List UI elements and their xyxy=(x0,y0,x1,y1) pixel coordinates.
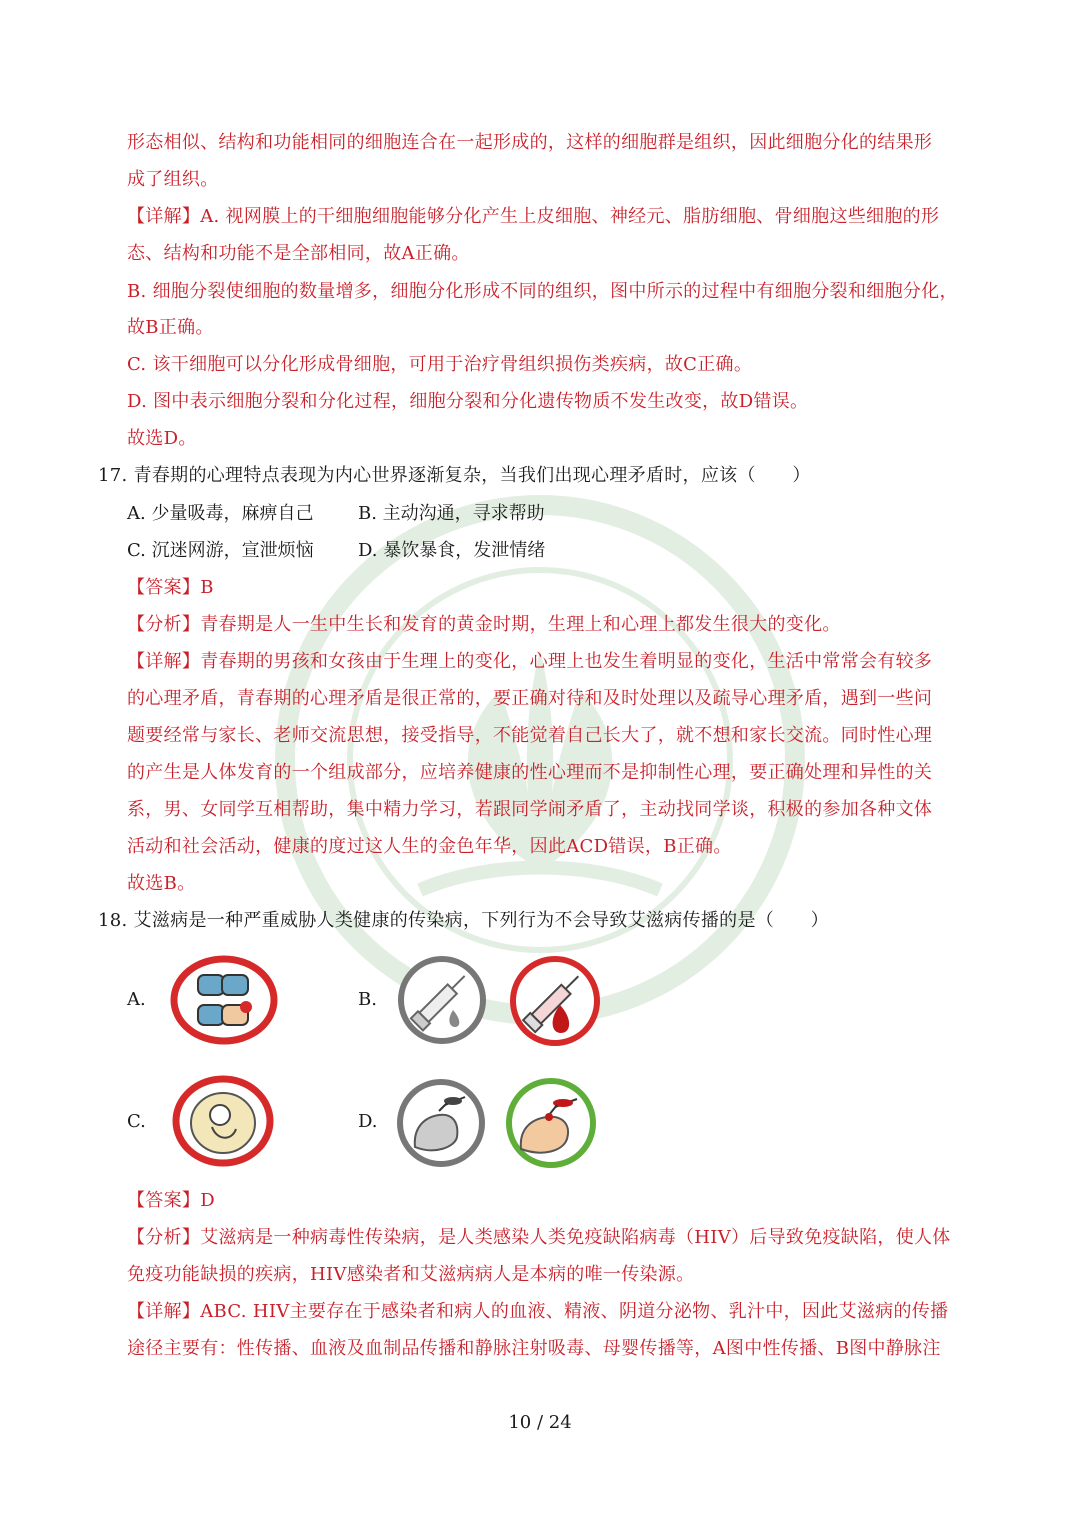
analysis-line xyxy=(127,1226,951,1250)
answer-value: B xyxy=(200,577,214,598)
analysis-tag: 【分析】 xyxy=(127,1227,201,1248)
text-line: 系，男、女同学互相帮助，集中精力学习，若跟同学闹矛盾了，主动找同学谈，积极的参加各种文体 xyxy=(127,799,933,820)
conclusion: 故选D。 xyxy=(127,428,197,449)
text-line: 的产生是人体发育的一个组成部分，应培养健康的性心理而不是抑制性心理，要正确处理和异性的关 xyxy=(127,762,933,783)
detail-line xyxy=(127,205,939,229)
detail-tag: 【详解】 xyxy=(127,206,201,227)
text-line: 免疫功能缺损的疾病，HIV感染者和艾滋病病人是本病的唯一传染源。 xyxy=(127,1264,695,1285)
analysis-text: 艾滋病是一种病毒性传染病，是人类感染人类免疫缺陷病毒（HIV）后导致免疫缺陷，使人体 xyxy=(200,1227,951,1248)
analysis-line xyxy=(127,613,841,637)
option-a: A. 少量吸毒，麻痹自己 xyxy=(127,503,314,524)
option-c: C. 沉迷网游，宣泄烦恼 xyxy=(127,540,314,561)
question-18: 18. 艾滋病是一种严重威胁人类健康的传染病，下列行为不会导致艾滋病传播的是（ ） xyxy=(98,910,829,931)
detail-tag: 【详解】 xyxy=(127,1301,201,1322)
detail-line xyxy=(127,650,932,674)
page-number: 10 / 24 xyxy=(508,1412,572,1433)
couple-icon xyxy=(170,955,278,1045)
analysis-text: 青春期是人一生中生长和发育的黄金时期，生理上和心理上都发生很大的变化。 xyxy=(200,614,841,635)
answer-value: D xyxy=(200,1190,215,1211)
answer-line xyxy=(127,576,214,600)
option-a-label: A. xyxy=(127,989,146,1010)
mosquito-green-icon xyxy=(503,1077,599,1169)
option-c-label: C. xyxy=(127,1111,146,1132)
detail-text: 青春期的男孩和女孩由于生理上的变化，心理上也发生着明显的变化，生活中常常会有较多 xyxy=(200,651,933,672)
detail-text: A. 视网膜上的干细胞细胞能够分化产生上皮细胞、神经元、脂肪细胞、骨细胞这些细胞的形 xyxy=(200,206,940,227)
text-line: 形态相似、结构和功能相同的细胞连合在一起形成的，这样的细胞群是组织，因此细胞分化的结果形 xyxy=(127,132,933,153)
analysis-tag: 【分析】 xyxy=(127,614,201,635)
answer-tag: 【答案】 xyxy=(127,577,201,598)
text-line: B. 细胞分裂使细胞的数量增多，细胞分化形成不同的组织，图中所示的过程中有细胞分裂和细胞分化， xyxy=(127,281,958,302)
text-line: 故B正确。 xyxy=(127,317,214,338)
mosquito-gray-icon xyxy=(395,1077,487,1169)
option-b-label: B. xyxy=(358,989,377,1010)
text-line: 态、结构和功能不是全部相同，故A正确。 xyxy=(127,243,470,264)
syringe-gray-icon xyxy=(395,955,490,1045)
watermark-seal xyxy=(270,490,810,1030)
detail-tag: 【详解】 xyxy=(127,651,201,672)
mother-baby-icon xyxy=(172,1075,274,1167)
text-line: 活动和社会活动，健康的度过这人生的金色年华，因此ACD错误，B正确。 xyxy=(127,836,732,857)
question-17: 17. 青春期的心理特点表现为内心世界逐渐复杂，当我们出现心理矛盾时，应该（ ） xyxy=(98,465,811,486)
conclusion: 故选B。 xyxy=(127,873,196,894)
option-d: D. 暴饮暴食，发泄情绪 xyxy=(358,540,546,561)
text-line: C. 该干细胞可以分化形成骨细胞，可用于治疗骨组织损伤类疾病，故C正确。 xyxy=(127,354,753,375)
answer-tag: 【答案】 xyxy=(127,1190,201,1211)
syringe-red-icon xyxy=(505,955,605,1047)
text-line: 途径主要有：性传播、血液及血制品传播和静脉注射吸毒、母婴传播等，A图中性传播、B图中静脉注 xyxy=(127,1338,941,1359)
answer-line xyxy=(127,1189,215,1213)
detail-text: ABC. HIV主要存在于感染者和病人的血液、精液、阴道分泌物、乳汁中，因此艾滋病的传播 xyxy=(200,1301,949,1322)
text-line: D. 图中表示细胞分裂和分化过程，细胞分裂和分化遗传物质不发生改变，故D错误。 xyxy=(127,391,809,412)
option-b: B. 主动沟通，寻求帮助 xyxy=(358,503,545,524)
detail-line xyxy=(127,1300,948,1324)
text-line: 题要经常与家长、老师交流思想，接受指导，不能觉着自己长大了，就不想和家长交流。同时性心理 xyxy=(127,725,933,746)
text-line: 成了组织。 xyxy=(127,169,219,190)
text-line: 的心理矛盾，青春期的心理矛盾是很正常的，要正确对待和及时处理以及疏导心理矛盾，遇到一些问 xyxy=(127,688,933,709)
option-d-label: D. xyxy=(358,1111,378,1132)
